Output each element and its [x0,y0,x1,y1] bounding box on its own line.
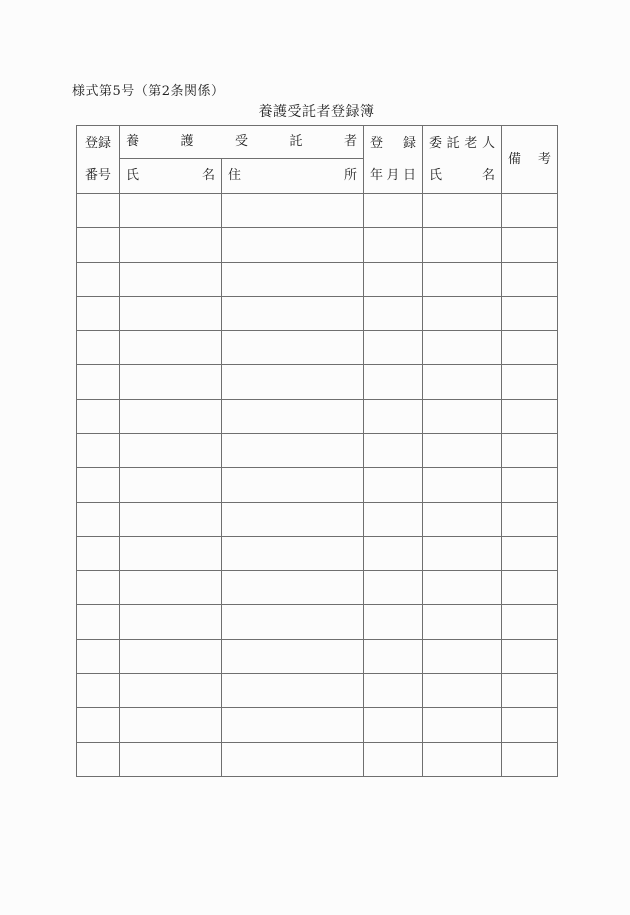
register-row [77,296,558,330]
cell-caretaker-address [222,262,364,296]
header-row-1 [77,126,558,159]
cell-registration-date [364,502,423,536]
cell-registration-number [77,742,120,777]
cell-remarks [502,536,558,570]
cell-registration-number [77,502,120,536]
header-remarks-label: 備 考 [508,151,552,167]
register-row [77,468,558,502]
cell-caretaker-name [120,331,222,365]
cell-entrusted-elderly-name [423,571,502,605]
cell-caretaker-address [222,571,364,605]
cell-remarks [502,605,558,639]
cell-registration-date [364,433,423,467]
cell-remarks [502,296,558,330]
cell-registration-date [364,605,423,639]
register-row [77,228,558,262]
cell-remarks [502,708,558,742]
cell-entrusted-elderly-name [423,639,502,673]
cell-registration-number [77,708,120,742]
cell-caretaker-name [120,502,222,536]
cell-caretaker-name [120,365,222,399]
cell-caretaker-address [222,228,364,262]
register-table-header [77,126,558,194]
cell-registration-date [364,536,423,570]
cell-entrusted-elderly-name [423,468,502,502]
cell-registration-number [77,228,120,262]
cell-registration-number [77,605,120,639]
register-row [77,502,558,536]
header-registration-number-line1: 登録 [84,135,111,151]
cell-caretaker-address [222,673,364,707]
cell-caretaker-name [120,571,222,605]
cell-registration-number [77,365,120,399]
cell-registration-number [77,399,120,433]
cell-caretaker-address [222,708,364,742]
header-entrusted-elderly-line2: 氏 名 [429,167,496,183]
cell-remarks [502,331,558,365]
cell-entrusted-elderly-name [423,605,502,639]
cell-caretaker-address [222,742,364,777]
cell-caretaker-address [222,399,364,433]
cell-registration-date [364,262,423,296]
cell-caretaker-address [222,433,364,467]
cell-caretaker-address [222,365,364,399]
cell-caretaker-address [222,639,364,673]
cell-entrusted-elderly-name [423,228,502,262]
header-remarks [502,126,558,194]
register-row [77,262,558,296]
header-entrusted-elderly-line1: 委 託 老 人 [429,135,495,151]
cell-remarks [502,639,558,673]
cell-registration-date [364,639,423,673]
cell-remarks [502,194,558,228]
cell-registration-number [77,296,120,330]
cell-remarks [502,262,558,296]
cell-caretaker-name [120,673,222,707]
cell-caretaker-name [120,468,222,502]
register-table [76,125,558,777]
cell-registration-date [364,742,423,777]
header-caretaker-name [120,159,222,194]
cell-registration-number [77,536,120,570]
cell-entrusted-elderly-name [423,502,502,536]
cell-entrusted-elderly-name [423,296,502,330]
header-caretaker-address-label: 住 所 [228,168,358,183]
cell-registration-date [364,468,423,502]
cell-caretaker-name [120,194,222,228]
cell-remarks [502,365,558,399]
cell-caretaker-address [222,502,364,536]
register-row [77,673,558,707]
header-caretaker-name-label: 氏 名 [126,168,215,183]
cell-remarks [502,399,558,433]
cell-caretaker-address [222,536,364,570]
cell-remarks [502,673,558,707]
cell-registration-date [364,365,423,399]
cell-registration-date [364,194,423,228]
cell-registration-date [364,571,423,605]
register-row [77,708,558,742]
cell-entrusted-elderly-name [423,673,502,707]
register-row [77,639,558,673]
header-registration-date [364,126,423,194]
cell-registration-date [364,399,423,433]
cell-caretaker-name [120,742,222,777]
cell-caretaker-address [222,331,364,365]
header-caretaker-address [222,159,364,194]
cell-remarks [502,433,558,467]
cell-entrusted-elderly-name [423,194,502,228]
cell-caretaker-name [120,296,222,330]
cell-entrusted-elderly-name [423,365,502,399]
cell-entrusted-elderly-name [423,331,502,365]
header-registration-date-line1: 登 録 [370,135,417,151]
cell-caretaker-address [222,296,364,330]
cell-caretaker-name [120,536,222,570]
register-row [77,331,558,365]
cell-entrusted-elderly-name [423,536,502,570]
header-caretaker-group-label: 養 護 受 託 者 [126,134,358,149]
cell-entrusted-elderly-name [423,399,502,433]
cell-registration-number [77,468,120,502]
cell-entrusted-elderly-name [423,433,502,467]
header-registration-date-line2: 年 月 日 [370,167,416,183]
cell-registration-number [77,194,120,228]
form-number-label: 様式第5号（第2条関係） [72,84,225,99]
cell-registration-date [364,708,423,742]
cell-registration-number [77,639,120,673]
register-row [77,399,558,433]
cell-registration-date [364,228,423,262]
header-registration-number [77,126,120,194]
cell-caretaker-name [120,228,222,262]
register-row [77,536,558,570]
register-table-body [77,194,558,777]
cell-entrusted-elderly-name [423,742,502,777]
cell-caretaker-name [120,605,222,639]
cell-registration-number [77,571,120,605]
cell-remarks [502,228,558,262]
cell-entrusted-elderly-name [423,262,502,296]
header-caretaker-group [120,126,364,159]
header-registration-number-line2: 番号 [84,167,111,183]
cell-caretaker-name [120,399,222,433]
register-row [77,194,558,228]
cell-remarks [502,742,558,777]
register-row [77,365,558,399]
cell-caretaker-address [222,605,364,639]
register-row [77,433,558,467]
cell-remarks [502,502,558,536]
cell-caretaker-name [120,262,222,296]
cell-caretaker-address [222,194,364,228]
cell-remarks [502,468,558,502]
cell-registration-date [364,331,423,365]
cell-caretaker-name [120,433,222,467]
cell-entrusted-elderly-name [423,708,502,742]
document-title: 養護受託者登録簿 [258,104,375,120]
cell-remarks [502,571,558,605]
cell-caretaker-address [222,468,364,502]
cell-registration-number [77,331,120,365]
cell-registration-date [364,296,423,330]
register-row [77,742,558,777]
cell-caretaker-name [120,639,222,673]
cell-registration-number [77,673,120,707]
cell-caretaker-name [120,708,222,742]
header-entrusted-elderly-name [423,126,502,194]
cell-registration-date [364,673,423,707]
cell-registration-number [77,433,120,467]
cell-registration-number [77,262,120,296]
register-row [77,605,558,639]
register-row [77,571,558,605]
